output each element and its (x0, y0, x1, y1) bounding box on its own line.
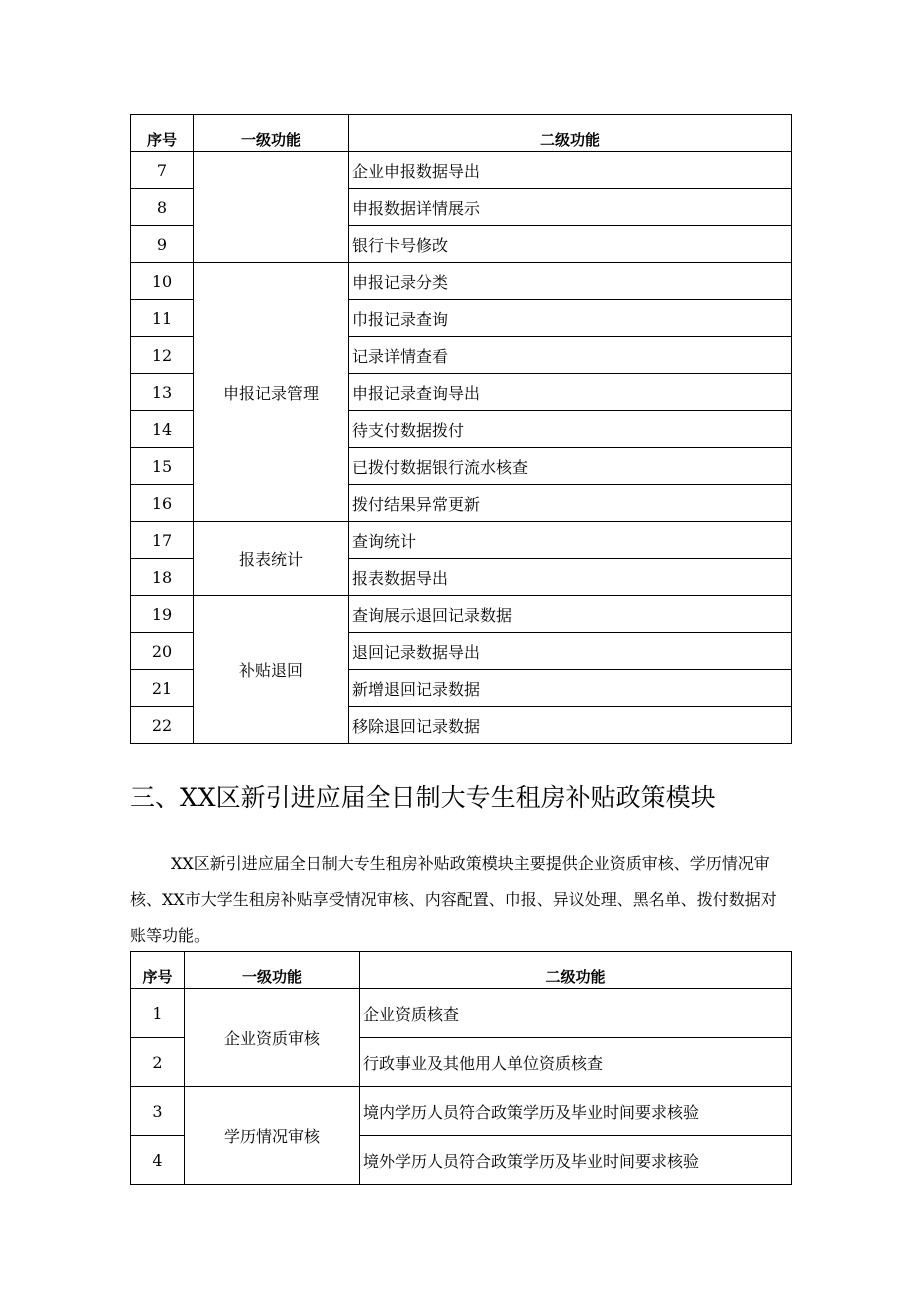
row-number: 11 (131, 300, 194, 337)
row-number: 18 (131, 559, 194, 596)
header-level1: 一级功能 (185, 952, 360, 989)
row-number: 10 (131, 263, 194, 300)
level2-function: 查询展示退回记录数据 (349, 596, 792, 633)
row-number: 14 (131, 411, 194, 448)
level2-function: 申报记录查询导出 (349, 374, 792, 411)
header-no: 序号 (131, 115, 194, 152)
header-level2: 二级功能 (360, 952, 792, 989)
level1-function: 补贴退回 (194, 596, 349, 744)
row-number: 7 (131, 152, 194, 189)
header-level2: 二级功能 (349, 115, 792, 152)
row-number: 9 (131, 226, 194, 263)
section-paragraph: XX区新引进应届全日制大专生租房补贴政策模块主要提供企业资质审核、学历情况审核、XX市大学生租房补贴享受情况审核、内容配置、巾报、异议处理、黑名单、拨付数据对账等功能。 (130, 854, 777, 945)
level2-function: 申报数据详情展示 (349, 189, 792, 226)
level2-function: 待支付数据拨付 (349, 411, 792, 448)
level2-function: 报表数据导出 (349, 559, 792, 596)
function-table-2 (130, 951, 792, 1185)
row-number: 12 (131, 337, 194, 374)
row-number: 16 (131, 485, 194, 522)
row-number: 1 (131, 989, 185, 1038)
level1-function: 学历情况审核 (185, 1087, 360, 1185)
row-number: 17 (131, 522, 194, 559)
level2-function: 申报记录分类 (349, 263, 792, 300)
level2-function: 移除退回记录数据 (349, 707, 792, 744)
level2-function: 查询统计 (349, 522, 792, 559)
table-row (131, 989, 792, 1038)
level2-function: 银行卡号修改 (349, 226, 792, 263)
table-row (131, 522, 792, 559)
level2-function: 退回记录数据导出 (349, 633, 792, 670)
row-number: 15 (131, 448, 194, 485)
level2-function: 企业资质核查 (360, 989, 792, 1038)
level1-function (194, 152, 349, 263)
table-row (131, 596, 792, 633)
table-header-row (131, 952, 792, 989)
function-table-1 (130, 114, 792, 744)
level2-function: 已拨付数据银行流水核查 (349, 448, 792, 485)
row-number: 3 (131, 1087, 185, 1136)
level2-function: 拨付结果异常更新 (349, 485, 792, 522)
row-number: 21 (131, 670, 194, 707)
level2-function: 行政事业及其他用人单位资质核查 (360, 1038, 792, 1087)
table-body (131, 952, 792, 1185)
row-number: 19 (131, 596, 194, 633)
table-row (131, 152, 792, 189)
row-number: 8 (131, 189, 194, 226)
level2-function: 记录详情查看 (349, 337, 792, 374)
level1-function: 申报记录管理 (194, 263, 349, 522)
header-level1: 一级功能 (194, 115, 349, 152)
header-no: 序号 (131, 952, 185, 989)
row-number: 22 (131, 707, 194, 744)
row-number: 13 (131, 374, 194, 411)
level2-function: 巾报记录查询 (349, 300, 792, 337)
level2-function: 境外学历人员符合政策学历及毕业时间要求核验 (360, 1136, 792, 1185)
level2-function: 新增退回记录数据 (349, 670, 792, 707)
table-body (131, 115, 792, 744)
table-header-row (131, 115, 792, 152)
level1-function: 报表统计 (194, 522, 349, 596)
level2-function: 境内学历人员符合政策学历及毕业时间要求核验 (360, 1087, 792, 1136)
level1-function: 企业资质审核 (185, 989, 360, 1087)
section-title: 三、XX区新引进应届全日制大专生租房补贴政策模块 (130, 783, 716, 812)
table-row (131, 263, 792, 300)
row-number: 20 (131, 633, 194, 670)
row-number: 2 (131, 1038, 185, 1087)
row-number: 4 (131, 1136, 185, 1185)
level2-function: 企业申报数据导出 (349, 152, 792, 189)
table-row (131, 1087, 792, 1136)
